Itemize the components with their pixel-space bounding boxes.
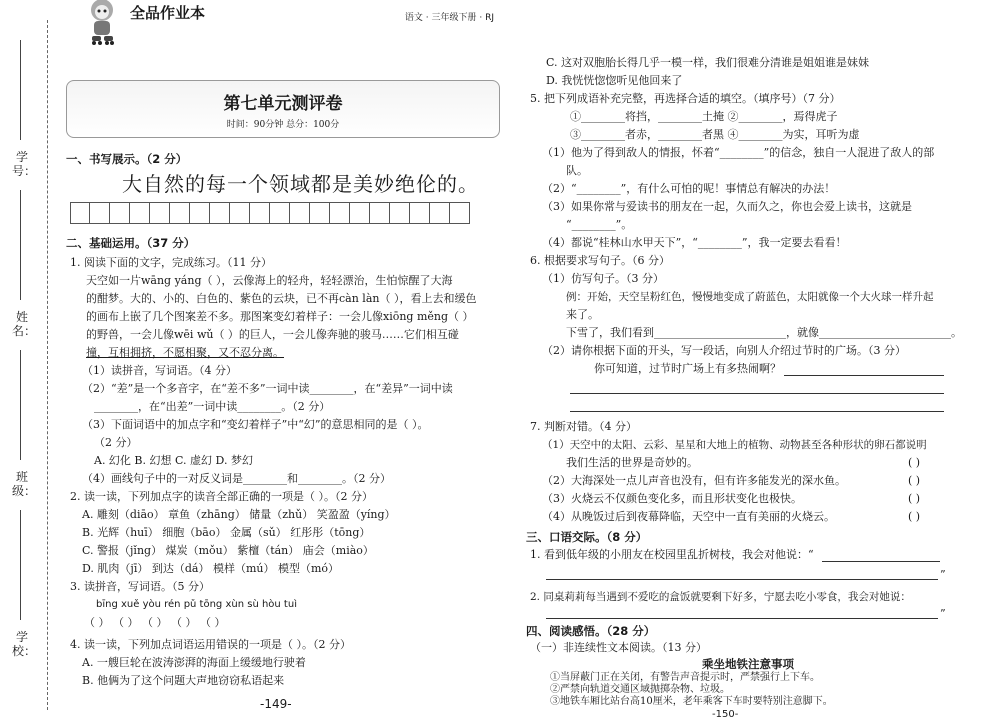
rule-item: ②严禁向轨道交通区域抛掷杂物、垃圾。 xyxy=(550,684,730,695)
close-quote: ” xyxy=(940,607,946,620)
section-heading: 三、口语交际。（8 分） xyxy=(526,530,648,544)
reading-subheading: （一）非连续性文本阅读。（13 分） xyxy=(530,641,707,654)
answer-line[interactable] xyxy=(546,618,938,619)
imitation-line[interactable]: 下雪了，我们看到________________________，就像________________________。 xyxy=(566,326,962,339)
gutter-line xyxy=(20,40,21,140)
cut-line xyxy=(47,20,48,710)
answer-brackets[interactable]: （ ） （ ） （ ） （ ） （ ） xyxy=(84,616,226,629)
pinyin-row: bīng xuě yòu rén pǔ tōng xùn sù hòu tuì xyxy=(96,599,297,610)
question-stem: 6. 根据要求写句子。（6 分） xyxy=(530,254,670,267)
copy-sentence: 大自然的每一个领域都是美妙绝伦的。 xyxy=(122,172,479,196)
left-page xyxy=(62,0,502,722)
choice-row: D. 肌肉（jī） 到达（dá） 模样（mú） 模型（mó） xyxy=(82,562,340,575)
right-page xyxy=(522,0,962,722)
gutter-line xyxy=(20,190,21,300)
choice-options: A. 幻化 B. 幻想 C. 虚幻 D. 梦幻 xyxy=(94,454,253,467)
judge-bracket[interactable]: ( ) xyxy=(908,456,921,469)
sub-question: （1）读拼音，写词语。（4 分） xyxy=(82,364,237,377)
rule-item: ①当屏蔽门正在关闭，有警告声音提示时，严禁强行上下车。 xyxy=(550,672,820,683)
judge-bracket[interactable]: ( ) xyxy=(908,474,921,487)
binding-gutter xyxy=(0,0,56,722)
question-stem: 5. 把下列成语补充完整，再选择合适的填空。（填序号）（7 分） xyxy=(530,92,841,105)
question-stem: 7. 判断对错。（4 分） xyxy=(530,420,637,433)
sub-question: （3）下面词语中的加点字和“变幻着样子”中“幻”的意思相同的是（ ）。 xyxy=(82,418,429,431)
judge-bracket[interactable]: ( ) xyxy=(908,510,921,523)
school-label: 学校： xyxy=(12,630,37,658)
choice-row: B. 光辉（huī） 细胞（bāo） 金属（sǔ） 红彤彤（tōng） xyxy=(82,526,371,539)
choice-row: C. 警报（jǐng） 煤炭（mǒu） 紫檀（tán） 庙会（miào） xyxy=(82,544,374,557)
answer-line[interactable] xyxy=(546,579,938,580)
sub-question: （1）仿写句子。（3 分） xyxy=(542,272,664,285)
rule-item: ③地铁车厢比站台高10厘米，老年乘客下车时要特别注意脚下。 xyxy=(550,696,833,707)
sub-question: （2）“________”，有什么可怕的呢！事情总有解决的办法！ xyxy=(542,182,836,195)
question-stem: 1. 看到低年级的小朋友在校园里乱折树枝，我会对他说：“ xyxy=(530,548,814,561)
choice-row: B. 他俩为了这个问题大声地窃窃私语起来 xyxy=(82,674,285,687)
judge-item: （2）大海深处一点儿声音也没有，但有许多能发光的深水鱼。 xyxy=(542,474,846,487)
brand-title: 全品作业本 xyxy=(130,4,206,22)
passage-line: 的画布上嵌了几个图案差不多。那图案变幻着样子：一会儿像xiōng měng（ ） xyxy=(86,310,474,323)
gutter-line xyxy=(20,510,21,620)
sub-question: （3）如果你常与爱读书的朋友在一起，久而久之，你也会爱上读书，这就是 xyxy=(542,200,912,213)
example-sentence: 来了。 xyxy=(566,308,599,321)
question-stem: 2. 读一读，下列加点字的读音全部正确的一项是（ ）。（2 分） xyxy=(70,490,373,503)
class-label: 班级： xyxy=(12,470,37,498)
question-stem: 1. 阅读下面的文字，完成练习。（11 分） xyxy=(70,256,272,269)
section-heading: 一、书写展示。（2 分） xyxy=(66,152,188,166)
answer-line[interactable] xyxy=(570,411,944,412)
answer-line[interactable] xyxy=(570,393,944,394)
passage-line: 天空如一片wāng yáng（ ），云像海上的轻舟，轻轻漂治，生怕惊醒了大海 xyxy=(86,274,453,287)
choice-row: C. 这对双胞胎长得几乎一模一样，我们很难分清谁是姐姐谁是妹妹 xyxy=(546,56,870,69)
sub-question: （2）请你根据下面的开头，写一段话，向别人介绍过节时的广场。（3 分） xyxy=(542,344,906,357)
judge-item: （3）火烧云不仅颜色变化多，而且形状变化也极快。 xyxy=(542,492,802,505)
text-title: 乘坐地铁注意事项 xyxy=(702,657,794,671)
sub-question: （2 分） xyxy=(94,436,138,449)
answer-line[interactable] xyxy=(784,375,944,376)
title-box xyxy=(66,80,500,138)
sub-question: （1）他为了得到敌人的情报，怀着“________”的信念，独自一人混进了敌人的部 xyxy=(542,146,935,159)
exam-title: 第七单元测评卷 xyxy=(223,94,343,114)
section-heading: 四、阅读感悟。（28 分） xyxy=(526,624,656,638)
sub-question: “________”。 xyxy=(566,218,633,231)
idiom-row[interactable]: ①________将挡，________土掩 ②________，焉得虎子 xyxy=(570,110,838,123)
mascot-icon xyxy=(82,0,124,46)
section-heading: 二、基础运用。（37 分） xyxy=(66,236,196,250)
question-stem: 3. 读拼音，写词语。（5 分） xyxy=(70,580,210,593)
student-name-label: 姓名： xyxy=(12,310,37,338)
page-number: -149- xyxy=(260,697,292,711)
question-stem: 2. 同桌莉莉每当遇到不爱吃的盒饭就要剩下好多，宁愿去吃小零食，我会对她说： xyxy=(530,591,911,603)
question-stem: 4. 读一读，下列加点词语运用错误的一项是（ ）。（2 分） xyxy=(70,638,351,651)
sub-question: 队。 xyxy=(566,164,588,177)
choice-row: A. 雕刻（diāo） 章鱼（zhāng） 储量（zhǔ） 笑盈盈（yíng） xyxy=(82,508,396,521)
choice-row: D. 我恍恍惚惚听见他回来了 xyxy=(546,74,683,87)
judge-item: （4）从晚饭过后到夜幕降临，天空中一直有美丽的火烧云。 xyxy=(542,510,835,523)
judge-item: （1）天空中的太阳、云彩、星星和大地上的植物、动物甚至各种形状的卵石都说明 xyxy=(542,439,927,451)
student-number-label: 学号： xyxy=(12,150,37,178)
subject-label: 语文 · 三年级下册 · RJ xyxy=(404,13,494,23)
page-number: -150- xyxy=(712,709,739,720)
example-sentence: 例：开始，天空呈粉红色，慢慢地变成了蔚蓝色，太阳就像一个大火球一样升起 xyxy=(566,291,934,303)
choice-row: A. 一艘巨轮在波涛澎湃的海面上缓缓地行驶着 xyxy=(82,656,306,669)
passage-line: 的野兽，一会儿像wēi wǔ（ ）的巨人，一会儿像奔驰的骏马……它们相互碰 xyxy=(86,328,459,341)
writing-grid[interactable] xyxy=(70,202,470,224)
close-quote: ” xyxy=(940,568,946,581)
gutter-line xyxy=(20,350,21,460)
judge-item: 我们生活的世界是奇妙的。 xyxy=(566,456,698,469)
exam-info: 时间：90分钟 总分：100分 xyxy=(226,120,340,130)
passage-line: 撞，互相拥挤，不愿相聚，又不忍分离。 xyxy=(86,346,284,359)
sub-question: （2）“差”是一个多音字，在“差不多”一词中读________，在“差异”一词中读 xyxy=(82,382,453,395)
sub-question: （4）都说“桂林山水甲天下”，“________”，我一定要去看看！ xyxy=(542,236,847,249)
idiom-row[interactable]: ③________者赤，________者黑 ④________为实，耳听为虚 xyxy=(570,128,860,141)
writing-prompt: 你可知道，过节时广场上有多热闹啊？ xyxy=(594,362,781,375)
sub-question: ________，在“出差”一词中读________。（2 分） xyxy=(94,400,331,413)
sub-question: （4）画线句子中的一对反义词是________和________。（2 分） xyxy=(82,472,391,485)
answer-line[interactable] xyxy=(822,561,940,562)
passage-line: 的酣梦。大的、小的、白色的、紫色的云块，已不再càn làn（ ），看上去和缓色 xyxy=(86,292,477,305)
judge-bracket[interactable]: ( ) xyxy=(908,492,921,505)
